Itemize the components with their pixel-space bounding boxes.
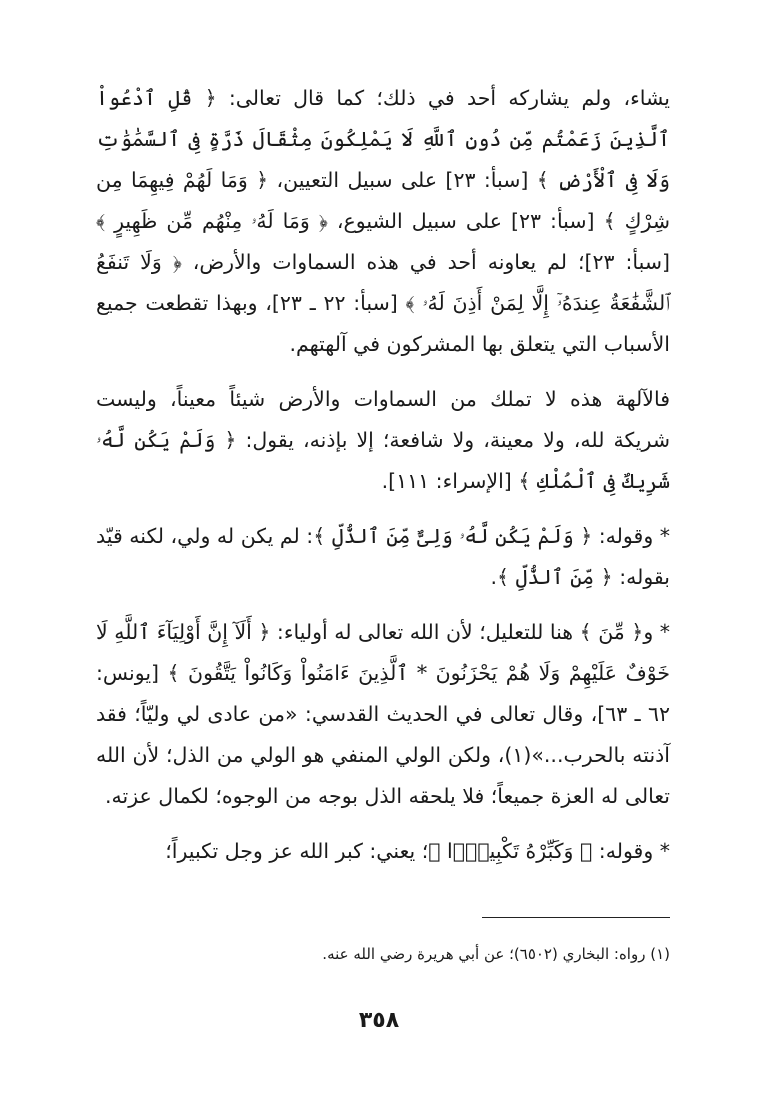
footnote: (١) رواه: البخاري (٦٥٠٢)؛ عن أبي هريرة رضي الله عنه. (322, 945, 670, 963)
main-text (96, 78, 670, 872)
quran-verse: ﴿ مِّنَ ٱلذُّلِّ ﴾ (497, 565, 613, 589)
body-text: : لم يكن له ولي، لكنه قيّد بقوله: (96, 524, 670, 589)
footnote-separator (482, 917, 670, 918)
body-text: يشاء، ولم يشاركه أحد في ذلك؛ كما قال تعالى: (216, 86, 670, 110)
quran-verse: ﴿ مِّنَ ﴾ (579, 620, 644, 644)
quran-verse: ﴿ وَلَمْ يَكُن لَّهُۥ شَرِيكٌ فِى ٱلْمُلْكِ ﴾ (96, 428, 670, 493)
body-text: [الإسراء: ١١١]. (381, 469, 519, 493)
quran-verse: ﴿ وَمَا لَهُۥ مِنْهُم مِّن ظَهِيرٍ ﴾ (96, 209, 328, 233)
body-text: . (490, 565, 498, 589)
body-text: هنا للتعليل؛ لأن الله تعالى له أولياء: (270, 620, 580, 644)
body-text: [سبأ: ٢٣]؛ لم يعاونه أحد في هذه السماوات والأرض، (181, 250, 670, 274)
paragraph (96, 379, 670, 502)
quran-verse: ﴿ وَلَمْ يَكُن لَّهُۥ وَلِىٌّ مِّنَ ٱلذُّلِّ ﴾ (313, 524, 593, 548)
quran-verse: ﴿ وَمَا لَهُمْ فِيهِمَا مِن شِرْكٍ ﴾ (96, 168, 670, 233)
quran-verse: ﴿ وَكَبِّرْهُ تَكْبِيرًۢا ﴾ (428, 839, 593, 863)
quran-verse: ﴿ قُلِ ٱدْعُواْ ٱلَّذِينَ زَعَمْتُم مِّن دُونِ ٱللَّهِ لَا يَمْلِكُونَ مِثْقَالَ ذَرَّةٍ فِى ٱلسَّمَٰوَٰتِ وَلَا فِى ٱلْأَرْضِ ﴾ (96, 86, 670, 192)
page-number: ٣٥٨ (358, 1008, 400, 1033)
body-text: [يونس: ٦٢ ـ ٦٣]، وقال تعالى في الحديث القدسي: «من عادى لي وليّاً؛ فقد آذنته بالحرب...»(١)، ولكن الولي المنفي هو الولي من الذل؛ لأن الله تعالى له العزة جميعاً؛ فلا يلحقه الذل بوجه من الوجوه؛ لكمال عزته. (96, 661, 670, 808)
body-text: ؛ يعني: كبر الله عز وجل تكبيراً؛ (165, 839, 429, 863)
body-text: [سبأ: ٢٣] على سبيل الشيوع، (327, 209, 604, 233)
quran-verse: ﴿ وَلَا تَنفَعُ ٱلشَّفَٰعَةُ عِندَهُۥٓ إِلَّا لِمَنْ أَذِنَ لَهُۥ ﴾ (96, 250, 670, 315)
body-text: * و (643, 620, 670, 644)
body-text: [سبأ: ٢٢ ـ ٢٣]، وبهذا تقطعت جميع الأسباب التي يتعلق بها المشركون في آلهتهم. (96, 291, 670, 356)
body-text: [سبأ: ٢٣] على سبيل التعيين، (268, 168, 537, 192)
paragraph (96, 516, 670, 598)
paragraph (96, 612, 670, 817)
quran-verse: ﴿ أَلَآ إِنَّ أَوْلِيَآءَ ٱللَّهِ لَا خَوْفٌ عَلَيْهِمْ وَلَا هُمْ يَحْزَنُونَ * ٱلَّذِينَ ءَامَنُواْ وَكَانُواْ يَتَّقُونَ ﴾ (96, 620, 670, 685)
body-text: * وقوله: (592, 839, 670, 863)
paragraph (96, 831, 670, 872)
body-text: فالآلهة هذه لا تملك من السماوات والأرض شيئاً معيناً، وليست شريكة لله، ولا معينة، ولا شافعة؛ إلا بإذنه، يقول: (96, 387, 670, 452)
paragraph (96, 78, 670, 365)
body-text: * وقوله: (592, 524, 670, 548)
